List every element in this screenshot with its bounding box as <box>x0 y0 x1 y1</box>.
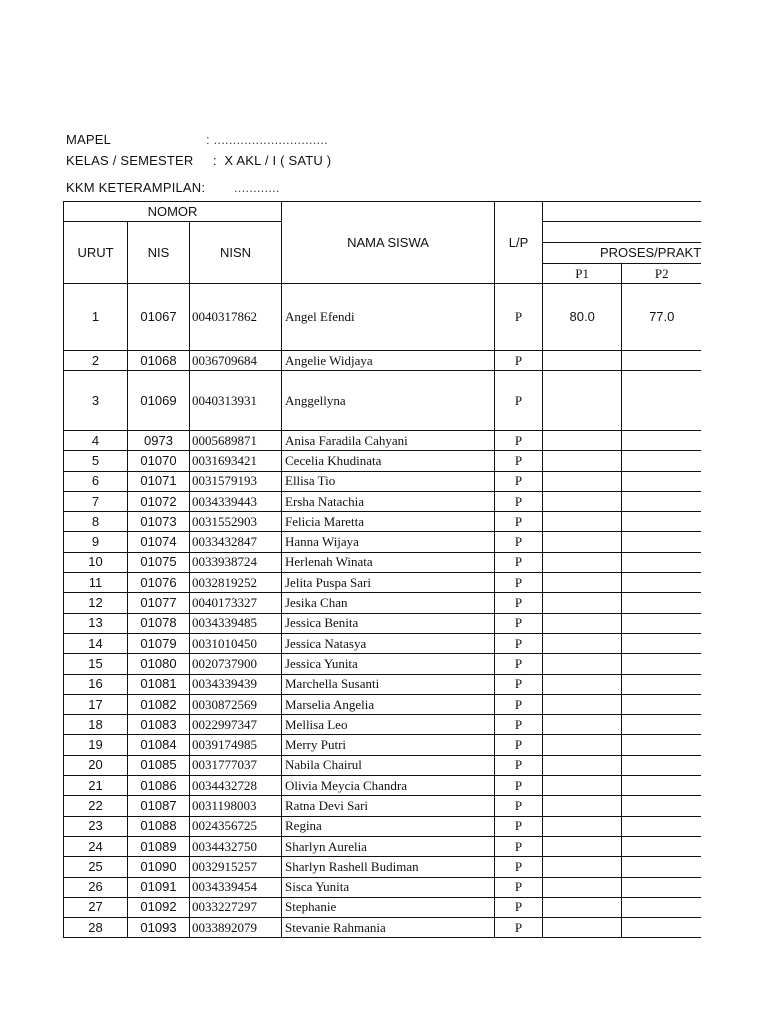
table-row <box>64 654 702 674</box>
urut-cell: 1 <box>64 284 128 351</box>
nama-cell: Cecelia Khudinata <box>282 451 495 471</box>
urut-cell: 19 <box>64 735 128 755</box>
urut-cell: 13 <box>64 613 128 633</box>
p1-cell <box>543 573 622 593</box>
nomor-header: NOMOR <box>64 202 282 222</box>
urut-cell: 26 <box>64 877 128 897</box>
lp-cell: P <box>495 755 543 775</box>
p2-cell <box>622 918 701 938</box>
table-row <box>64 897 702 917</box>
nisn-cell: 0033938724 <box>190 552 282 572</box>
urut-cell: 18 <box>64 715 128 735</box>
lp-cell: P <box>495 918 543 938</box>
nama-cell: Sisca Yunita <box>282 877 495 897</box>
nis-cell: 01086 <box>128 776 190 796</box>
nis-cell: 01089 <box>128 836 190 856</box>
nama-cell: Marselia Angelia <box>282 694 495 714</box>
p2-cell <box>622 816 701 836</box>
lp-cell: P <box>495 877 543 897</box>
nisn-cell: 0034339454 <box>190 877 282 897</box>
urut-cell: 23 <box>64 816 128 836</box>
nama-cell: Jesika Chan <box>282 593 495 613</box>
urut-cell: 8 <box>64 512 128 532</box>
p2-cell <box>622 471 701 491</box>
nama-cell: Merry Putri <box>282 735 495 755</box>
nis-cell: 01067 <box>128 284 190 351</box>
p2-cell <box>622 512 701 532</box>
p1-cell <box>543 694 622 714</box>
nisn-cell: 0022997347 <box>190 715 282 735</box>
p1-cell <box>543 776 622 796</box>
nisn-cell: 0031777037 <box>190 755 282 775</box>
table-row <box>64 451 702 471</box>
p2-cell <box>622 897 701 917</box>
nisn-cell: 0033432847 <box>190 532 282 552</box>
p2-cell <box>622 836 701 856</box>
table-row <box>64 351 702 371</box>
p1-header: P1 <box>543 264 622 284</box>
urut-cell: 27 <box>64 897 128 917</box>
nama-cell: Sharlyn Rashell Budiman <box>282 857 495 877</box>
p2-cell <box>622 735 701 755</box>
table-row <box>64 491 702 511</box>
kkm-value: ............ <box>234 180 280 195</box>
nama-cell: Angelie Widjaya <box>282 351 495 371</box>
nis-cell: 0973 <box>128 431 190 451</box>
nis-header: NIS <box>128 222 190 284</box>
nis-cell: 01082 <box>128 694 190 714</box>
nis-cell: 01083 <box>128 715 190 735</box>
lp-cell: P <box>495 735 543 755</box>
nama-cell: Stevanie Rahmania <box>282 918 495 938</box>
p2-cell <box>622 674 701 694</box>
lp-cell: P <box>495 816 543 836</box>
table-row <box>64 776 702 796</box>
lp-cell: P <box>495 351 543 371</box>
table-row <box>64 512 702 532</box>
kelas-line <box>66 153 332 168</box>
nis-cell: 01074 <box>128 532 190 552</box>
lp-cell: P <box>495 593 543 613</box>
nisn-cell: 0034432728 <box>190 776 282 796</box>
table-row <box>64 613 702 633</box>
p1-cell <box>543 613 622 633</box>
lp-cell: P <box>495 284 543 351</box>
nisn-cell: 0033227297 <box>190 897 282 917</box>
nama-cell: Stephanie <box>282 897 495 917</box>
nisn-cell: 0031010450 <box>190 633 282 653</box>
nama-cell: Angel Efendi <box>282 284 495 351</box>
urut-cell: 16 <box>64 674 128 694</box>
nisn-cell: 0005689871 <box>190 431 282 451</box>
p1-cell <box>543 918 622 938</box>
nama-cell: Jessica Yunita <box>282 654 495 674</box>
nama-cell: Hanna Wijaya <box>282 532 495 552</box>
p2-cell <box>622 491 701 511</box>
lp-cell: P <box>495 776 543 796</box>
p2-header: P2 <box>622 264 701 284</box>
urut-cell: 25 <box>64 857 128 877</box>
mapel-value: : .............................. <box>206 132 328 147</box>
p2-cell <box>622 654 701 674</box>
nama-cell: Felicia Maretta <box>282 512 495 532</box>
proses-header: PROSES/PRAKT <box>543 243 702 264</box>
p1-cell <box>543 633 622 653</box>
urut-cell: 2 <box>64 351 128 371</box>
p1-cell <box>543 532 622 552</box>
p1-cell <box>543 857 622 877</box>
nisn-cell: 0032819252 <box>190 573 282 593</box>
nama-header: NAMA SISWA <box>282 202 495 284</box>
urut-cell: 17 <box>64 694 128 714</box>
table-row <box>64 284 702 351</box>
p2-cell <box>622 776 701 796</box>
nama-cell: Ersha Natachia <box>282 491 495 511</box>
nama-cell: Jessica Natasya <box>282 633 495 653</box>
p2-cell <box>622 796 701 816</box>
p1-cell <box>543 471 622 491</box>
p2-cell <box>622 694 701 714</box>
urut-cell: 4 <box>64 431 128 451</box>
nisn-cell: 0031552903 <box>190 512 282 532</box>
p1-cell <box>543 836 622 856</box>
nisn-cell: 0039174985 <box>190 735 282 755</box>
table-row <box>64 573 702 593</box>
urut-cell: 22 <box>64 796 128 816</box>
p1-cell <box>543 351 622 371</box>
kelas-value: : X AKL / I ( SATU ) <box>213 153 332 168</box>
nama-cell: Ratna Devi Sari <box>282 796 495 816</box>
nis-cell: 01071 <box>128 471 190 491</box>
p1-cell <box>543 674 622 694</box>
nisn-cell: 0033892079 <box>190 918 282 938</box>
nama-cell: Olivia Meycia Chandra <box>282 776 495 796</box>
urut-cell: 14 <box>64 633 128 653</box>
nisn-cell: 0034339443 <box>190 491 282 511</box>
nis-cell: 01075 <box>128 552 190 572</box>
nis-cell: 01084 <box>128 735 190 755</box>
p2-cell <box>622 755 701 775</box>
lp-cell: P <box>495 371 543 431</box>
nis-cell: 01080 <box>128 654 190 674</box>
p1-cell <box>543 877 622 897</box>
urut-cell: 5 <box>64 451 128 471</box>
nisn-cell: 0036709684 <box>190 351 282 371</box>
nisn-cell: 0030872569 <box>190 694 282 714</box>
lp-cell: P <box>495 654 543 674</box>
p1-cell <box>543 491 622 511</box>
lp-cell: P <box>495 836 543 856</box>
nama-cell: Sharlyn Aurelia <box>282 836 495 856</box>
p1-cell <box>543 431 622 451</box>
p2-cell <box>622 532 701 552</box>
nama-cell: Jessica Benita <box>282 613 495 633</box>
nisn-cell: 0034339485 <box>190 613 282 633</box>
nama-cell: Anggellyna <box>282 371 495 431</box>
p1-cell <box>543 593 622 613</box>
nama-cell: Jelita Puspa Sari <box>282 573 495 593</box>
group-header-blank-2 <box>543 222 702 243</box>
p1-cell <box>543 715 622 735</box>
nisn-cell: 0020737900 <box>190 654 282 674</box>
nama-cell: Anisa Faradila Cahyani <box>282 431 495 451</box>
grade-table <box>63 201 701 938</box>
p1-cell <box>543 816 622 836</box>
p1-cell <box>543 654 622 674</box>
nisn-cell: 0034339439 <box>190 674 282 694</box>
lp-cell: P <box>495 451 543 471</box>
table-row <box>64 532 702 552</box>
table-row <box>64 674 702 694</box>
table-row <box>64 431 702 451</box>
nis-cell: 01070 <box>128 451 190 471</box>
urut-cell: 3 <box>64 371 128 431</box>
nis-cell: 01073 <box>128 512 190 532</box>
table-row <box>64 633 702 653</box>
nisn-cell: 0040317862 <box>190 284 282 351</box>
table-row <box>64 836 702 856</box>
nama-cell: Marchella Susanti <box>282 674 495 694</box>
p2-cell <box>622 573 701 593</box>
p1-cell <box>543 552 622 572</box>
nis-cell: 01076 <box>128 573 190 593</box>
p2-cell <box>622 857 701 877</box>
header-row-1 <box>64 202 702 222</box>
lp-cell: P <box>495 552 543 572</box>
lp-cell: P <box>495 613 543 633</box>
nis-cell: 01068 <box>128 351 190 371</box>
p1-cell <box>543 512 622 532</box>
mapel-label: MAPEL <box>66 132 112 147</box>
urut-cell: 6 <box>64 471 128 491</box>
nisn-cell: 0032915257 <box>190 857 282 877</box>
p2-cell <box>622 877 701 897</box>
p1-cell: 80.0 <box>543 284 622 351</box>
table-row <box>64 471 702 491</box>
table-row <box>64 755 702 775</box>
nis-cell: 01079 <box>128 633 190 653</box>
urut-cell: 9 <box>64 532 128 552</box>
nama-cell: Ellisa Tio <box>282 471 495 491</box>
urut-cell: 7 <box>64 491 128 511</box>
nis-cell: 01078 <box>128 613 190 633</box>
nis-cell: 01072 <box>128 491 190 511</box>
nama-cell: Herlenah Winata <box>282 552 495 572</box>
table-row <box>64 371 702 431</box>
nama-cell: Nabila Chairul <box>282 755 495 775</box>
lp-cell: P <box>495 573 543 593</box>
kelas-label: KELAS / SEMESTER <box>66 153 194 168</box>
nisn-cell: 0034432750 <box>190 836 282 856</box>
mapel-line <box>66 132 328 147</box>
p2-cell <box>622 593 701 613</box>
lp-cell: P <box>495 633 543 653</box>
nis-cell: 01081 <box>128 674 190 694</box>
lp-cell: P <box>495 532 543 552</box>
lp-cell: P <box>495 857 543 877</box>
nama-cell: Mellisa Leo <box>282 715 495 735</box>
p1-cell <box>543 451 622 471</box>
nis-cell: 01069 <box>128 371 190 431</box>
kkm-label: KKM KETERAMPILAN: <box>66 180 206 195</box>
nis-cell: 01091 <box>128 877 190 897</box>
nis-cell: 01085 <box>128 755 190 775</box>
kkm-line <box>66 180 280 195</box>
lp-cell: P <box>495 512 543 532</box>
nisn-cell: 0031693421 <box>190 451 282 471</box>
urut-header: URUT <box>64 222 128 284</box>
nis-cell: 01077 <box>128 593 190 613</box>
lp-cell: P <box>495 694 543 714</box>
p2-cell <box>622 613 701 633</box>
p2-cell <box>622 431 701 451</box>
lp-cell: P <box>495 491 543 511</box>
p1-cell <box>543 755 622 775</box>
urut-cell: 24 <box>64 836 128 856</box>
nisn-cell: 0031198003 <box>190 796 282 816</box>
p2-cell: 77.0 <box>622 284 701 351</box>
table-row <box>64 816 702 836</box>
lp-cell: P <box>495 715 543 735</box>
nisn-cell: 0031579193 <box>190 471 282 491</box>
nis-cell: 01087 <box>128 796 190 816</box>
p2-cell <box>622 371 701 431</box>
p2-cell <box>622 351 701 371</box>
p2-cell <box>622 552 701 572</box>
urut-cell: 10 <box>64 552 128 572</box>
table-row <box>64 796 702 816</box>
p1-cell <box>543 796 622 816</box>
table-row <box>64 857 702 877</box>
nisn-cell: 0024356725 <box>190 816 282 836</box>
urut-cell: 28 <box>64 918 128 938</box>
lp-cell: P <box>495 431 543 451</box>
table-row <box>64 694 702 714</box>
lp-cell: P <box>495 674 543 694</box>
nis-cell: 01092 <box>128 897 190 917</box>
table-row <box>64 877 702 897</box>
lp-cell: P <box>495 471 543 491</box>
nisn-cell: 0040313931 <box>190 371 282 431</box>
p1-cell <box>543 735 622 755</box>
table-row <box>64 552 702 572</box>
nis-cell: 01088 <box>128 816 190 836</box>
lp-cell: P <box>495 897 543 917</box>
p1-cell <box>543 371 622 431</box>
lp-header: L/P <box>495 202 543 284</box>
p2-cell <box>622 451 701 471</box>
urut-cell: 12 <box>64 593 128 613</box>
p1-cell <box>543 897 622 917</box>
table-row <box>64 715 702 735</box>
urut-cell: 11 <box>64 573 128 593</box>
nisn-cell: 0040173327 <box>190 593 282 613</box>
lp-cell: P <box>495 796 543 816</box>
urut-cell: 20 <box>64 755 128 775</box>
urut-cell: 21 <box>64 776 128 796</box>
nama-cell: Regina <box>282 816 495 836</box>
nis-cell: 01093 <box>128 918 190 938</box>
group-header-blank-1 <box>543 202 702 222</box>
p2-cell <box>622 633 701 653</box>
table-row <box>64 918 702 938</box>
nisn-header: NISN <box>190 222 282 284</box>
p2-cell <box>622 715 701 735</box>
urut-cell: 15 <box>64 654 128 674</box>
table-row <box>64 593 702 613</box>
nis-cell: 01090 <box>128 857 190 877</box>
table-row <box>64 735 702 755</box>
